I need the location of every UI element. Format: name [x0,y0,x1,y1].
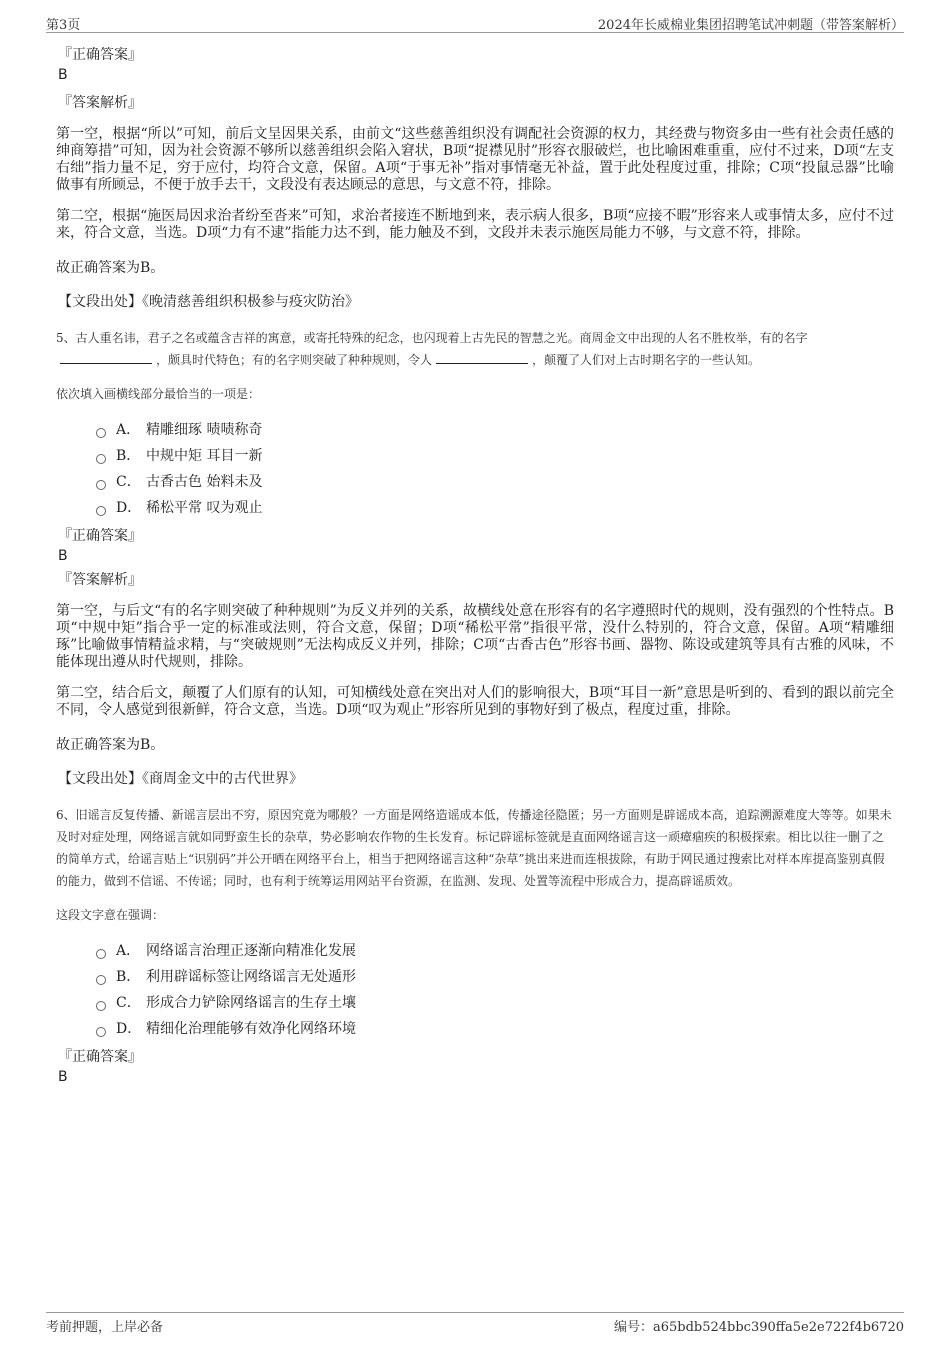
question-stem [56,327,894,371]
option-key: C． [116,474,141,490]
stem-text: ，颇具时代特色；有的名字则突破了种种规则，令人 [156,353,433,367]
stem-text: ，颠覆了人们对上古时期名字的一些认知。 [532,353,761,367]
option-b[interactable] [96,443,894,469]
option-key: D． [116,500,142,516]
radio-icon[interactable] [96,454,106,464]
option-d[interactable] [96,495,894,521]
option-text: 中规中矩 耳目一新 [146,448,263,464]
answer-label: 『正确答案』 [58,528,142,544]
option-text: 古香古色 始料未及 [146,474,263,490]
option-text: 精雕细琢 啧啧称奇 [146,422,263,438]
radio-icon[interactable] [96,480,106,490]
answer-value: B [58,67,68,83]
option-d[interactable] [96,1016,894,1042]
option-key: A． [116,422,141,438]
question-stem: 6、旧谣言反复传播、新谣言层出不穷，原因究竟为哪般？一方面是网络造谣成本低，传播途径隐匿；另一方面则是辟谣成本高，追踪溯源难度大等等。如果未及时对症处理，网络谣言就如同野蛮生长的杂草，势必影响农作物的生长发育。标记辟谣标签就是直面网络谣言这一顽瘴痼疾的积极探索。相比以往一删了之的简单方式，给谣言贴上“识别码”并公开晒在网络平台上，相当于把网络谣言这种“杂草”挑出来进而连根拔除，有助于网民通过搜索比对样本库提高鉴别真假的能力，做到不信谣、不传谣；同时，也有利于统筹运用网站平台资源，在监测、发现、处置等流程中形成合力，提高辟谣质效。 [56,808,892,888]
option-list [96,938,894,1042]
option-key: A． [116,943,141,959]
answer-label: 『正确答案』 [58,47,142,63]
analysis-label: 『答案解析』 [58,572,142,588]
radio-icon[interactable] [96,506,106,516]
radio-icon[interactable] [96,1027,106,1037]
analysis-conclusion: 故正确答案为B。 [56,737,165,753]
option-key: D． [116,1021,142,1037]
fill-blank [60,351,152,364]
option-key: B． [116,969,141,985]
answer-value: B [58,1069,68,1085]
option-list [96,417,894,521]
page-number: 第3页 [46,18,81,33]
answer-label: 『正确答案』 [58,1049,142,1065]
analysis-paragraph: 第一空，根据“所以”可知，前后文呈因果关系，由前文“这些慈善组织没有调配社会资源的权力，其经费与物资多由一些有社会责任感的绅商筹措”可知，因为社会资源不够所以慈善组织会陷入窘状，B项“捉襟见肘”形容衣服破烂，也比喻困难重重，应付不过来，D项“左支右绌”指力量不足，穷于应付，均符合文意，保留。A项“于事无补”指对事情毫无补益，置于此处程度过重，排除；C项“投鼠忌器”比喻做事有所顾忌，不便于放手去干，文段没有表达顾忌的意思，与文意不符，排除。 [56,126,894,193]
stem-text: 5、古人重名讳，君子之名或蕴含吉祥的寓意，或寄托特殊的纪念，也闪现着上古先民的智慧之光。商周金文中出现的人名不胜枚举，有的名字 [56,331,808,345]
analysis-label: 『答案解析』 [58,95,142,111]
source-citation: 【文段出处】《晚清慈善组织积极参与疫灾防治》 [58,294,359,310]
question-prompt: 依次填入画横线部分最恰当的一项是： [56,387,261,401]
option-c[interactable] [96,990,894,1016]
footer-slogan: 考前押题，上岸必备 [46,1320,164,1335]
option-key: B． [116,448,141,464]
source-citation: 【文段出处】《商周金文中的古代世界》 [58,771,303,787]
radio-icon[interactable] [96,949,106,959]
option-text: 网络谣言治理正逐渐向精准化发展 [146,943,356,959]
option-b[interactable] [96,964,894,990]
option-text: 稀松平常 叹为观止 [146,500,263,516]
option-key: C． [116,995,141,1011]
analysis-paragraph: 第二空，根据“施医局因求治者纷至沓来”可知，求治者接连不断地到来，表示病人很多，B项“应接不暇”形容来人或事情太多，应付不过来，符合文意，当选。D项“力有不逮”指能力达不到，能力触及不到，文段并未表示施医局能力不够，与文意不符，排除。 [56,208,894,241]
analysis-paragraph: 第二空，结合后文，颠覆了人们原有的认知，可知横线处意在突出对人们的影响很大，B项“耳目一新”意思是听到的、看到的跟以前完全不同，令人感觉到很新鲜，符合文意，当选。D项“叹为观止”形容所见到的事物好到了极点，程度过重，排除。 [56,685,894,718]
radio-icon[interactable] [96,1001,106,1011]
question-prompt: 这段文字意在强调： [56,908,165,922]
radio-icon[interactable] [96,428,106,438]
option-text: 精细化治理能够有效净化网络环境 [146,1021,356,1037]
page-footer [46,1312,904,1337]
option-text: 形成合力铲除网络谣言的生存土壤 [146,995,356,1011]
page-header [46,12,904,33]
analysis-paragraph: 第一空，与后文“有的名字则突破了种种规则”为反义并列的关系，故横线处意在形容有的名字遵照时代的规则，没有强烈的个性特点。B项“中规中矩”指合乎一定的标准或法则，符合文意，保留；D项“稀松平常”指很平常，没什么特别的，符合文意，保留。A项“精雕细琢”比喻做事情精益求精，与“突破规则”无法构成反义并列，排除；C项“古香古色”形容书画、器物、陈设或建筑等具有古雅的风味，不能体现出遵从时代规则，排除。 [56,603,894,670]
document-title: 2024年长威棉业集团招聘笔试冲刺题（带答案解析） [597,18,904,33]
answer-value: B [58,548,68,564]
option-a[interactable] [96,417,894,443]
option-c[interactable] [96,469,894,495]
analysis-conclusion: 故正确答案为B。 [56,260,165,276]
radio-icon[interactable] [96,975,106,985]
option-text: 利用辟谣标签让网络谣言无处遁形 [146,969,356,985]
option-a[interactable] [96,938,894,964]
fill-blank [436,351,528,364]
document-code: 编号：a65bdb524bbc390ffa5e2e722f4b6720 [613,1320,904,1335]
document-body [56,44,894,1086]
